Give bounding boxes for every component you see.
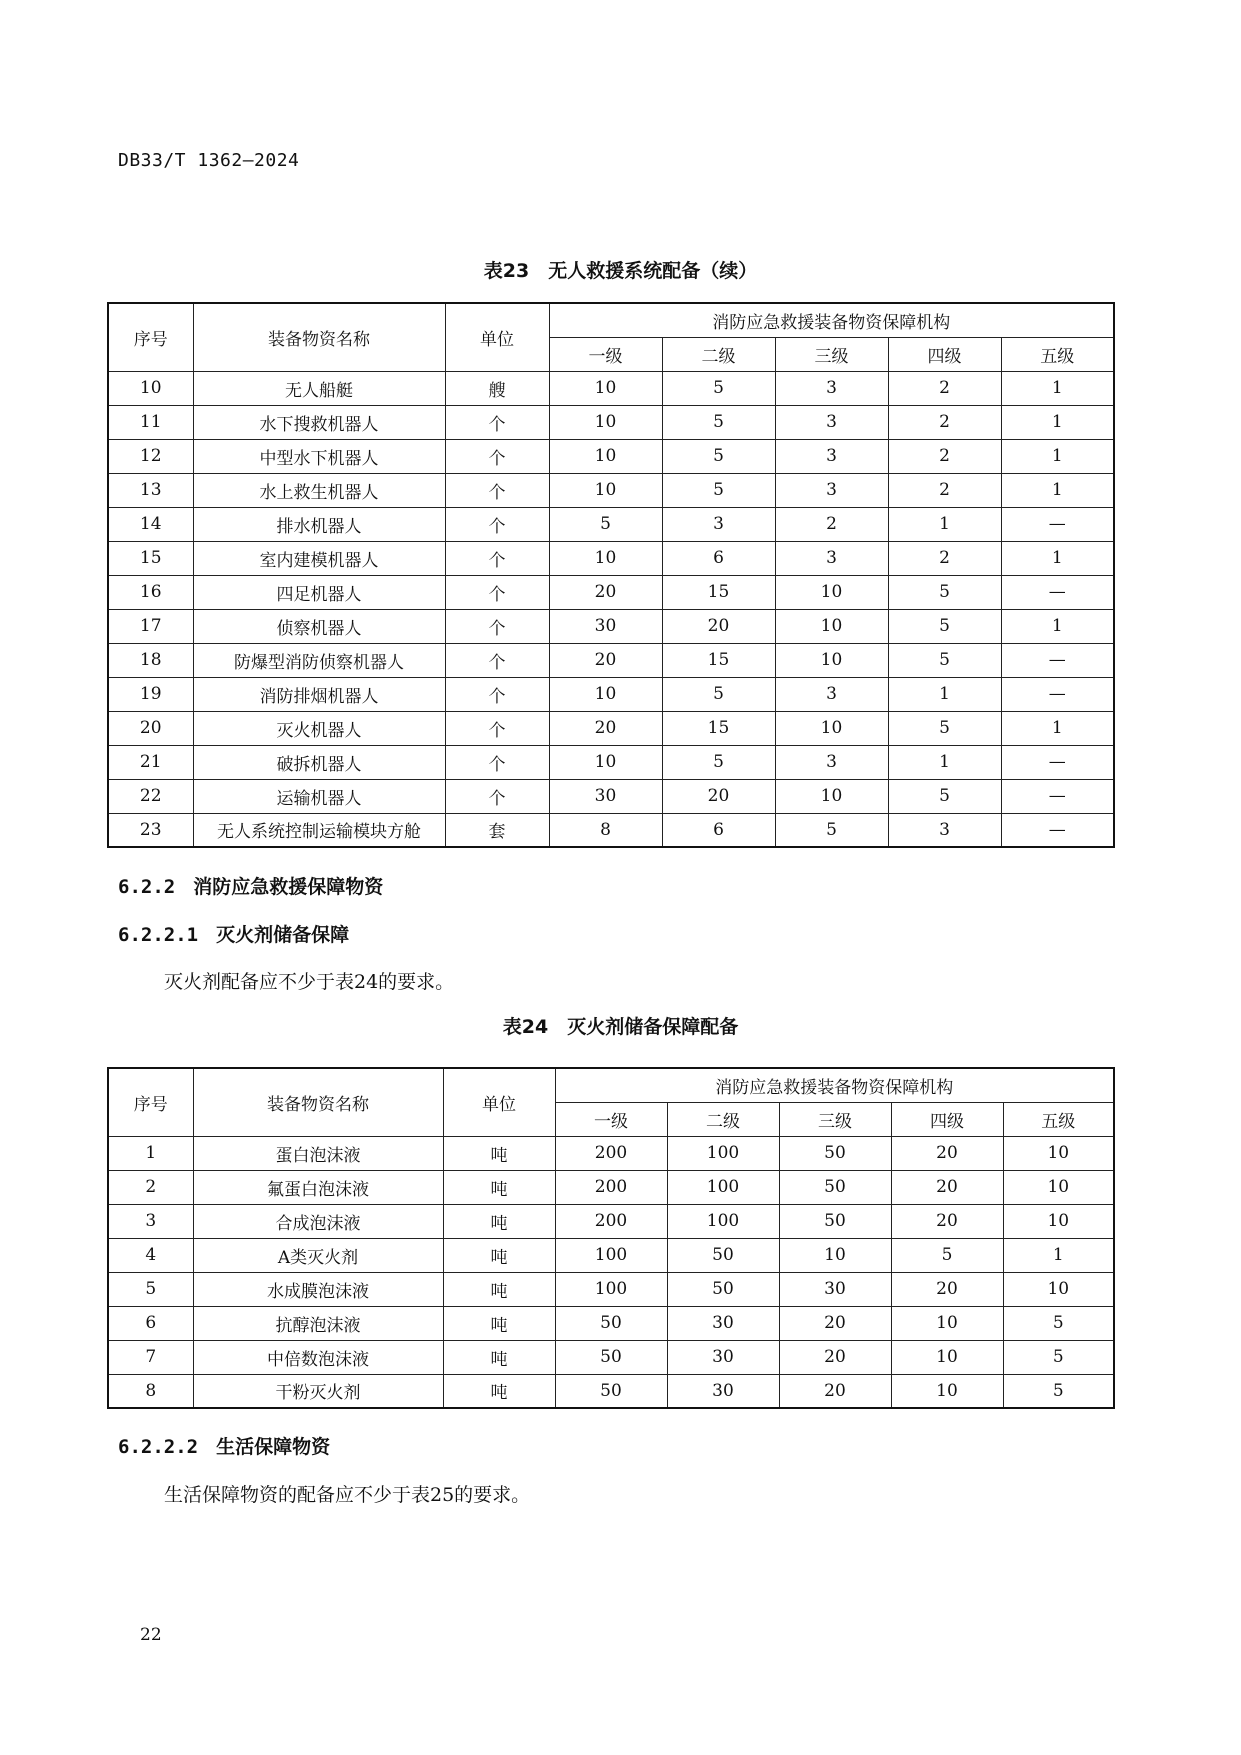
cell-level-2: 5 [662,677,775,711]
cell-unit: 吨 [443,1204,555,1238]
cell-level-3: 10 [775,779,888,813]
cell-level-4: 20 [891,1204,1003,1238]
cell-seq: 20 [108,711,193,745]
cell-level-3: 50 [779,1204,891,1238]
cell-level-4: 2 [888,439,1001,473]
cell-level-5: 1 [1001,473,1114,507]
cell-name: A类灭火剂 [193,1238,443,1272]
cell-level-2: 50 [667,1272,779,1306]
cell-unit: 吨 [443,1306,555,1340]
cell-level-3: 10 [779,1238,891,1272]
cell-name: 无人系统控制运输模块方舱 [193,813,445,847]
table-24 [107,1067,1115,1409]
cell-seq: 18 [108,643,193,677]
cell-level-1: 30 [549,779,662,813]
cell-level-1: 10 [549,405,662,439]
table-row [108,1170,1114,1204]
cell-unit: 个 [445,473,549,507]
cell-seq: 23 [108,813,193,847]
cell-level-2: 5 [662,745,775,779]
cell-unit: 个 [445,439,549,473]
cell-level-4: 2 [888,541,1001,575]
section-number: 6.2.2.1 [118,924,199,946]
cell-level-3: 3 [775,677,888,711]
table-row [108,575,1114,609]
cell-level-3: 3 [775,541,888,575]
table-row [108,1136,1114,1170]
cell-unit: 艘 [445,371,549,405]
cell-seq: 17 [108,609,193,643]
cell-name: 无人船艇 [193,371,445,405]
table-row [108,1306,1114,1340]
cell-level-4: 20 [891,1272,1003,1306]
cell-level-3: 10 [775,643,888,677]
cell-name: 侦察机器人 [193,609,445,643]
cell-name: 水成膜泡沫液 [193,1272,443,1306]
table-row [108,1340,1114,1374]
cell-level-2: 6 [662,813,775,847]
cell-level-5: 10 [1003,1136,1114,1170]
cell-level-1: 200 [555,1170,667,1204]
cell-level-3: 10 [775,575,888,609]
cell-level-5: — [1001,507,1114,541]
cell-seq: 13 [108,473,193,507]
cell-level-1: 10 [549,541,662,575]
section-title: 消防应急救援保障物资 [193,876,384,898]
cell-level-1: 10 [549,677,662,711]
header-level: 一级 [549,337,662,371]
cell-seq: 16 [108,575,193,609]
header-level: 五级 [1001,337,1114,371]
cell-seq: 14 [108,507,193,541]
cell-unit: 个 [445,541,549,575]
cell-level-1: 20 [549,575,662,609]
cell-level-2: 5 [662,405,775,439]
cell-level-4: 2 [888,371,1001,405]
cell-level-5: 5 [1003,1340,1114,1374]
header-level: 三级 [775,337,888,371]
cell-level-5: 5 [1003,1374,1114,1408]
cell-unit: 吨 [443,1170,555,1204]
cell-level-1: 50 [555,1374,667,1408]
cell-unit: 个 [445,643,549,677]
cell-level-2: 20 [662,779,775,813]
header-level: 二级 [667,1102,779,1136]
section-6-2-2-1-heading [118,920,349,947]
cell-level-1: 200 [555,1136,667,1170]
table-row [108,541,1114,575]
cell-level-4: 10 [891,1340,1003,1374]
cell-name: 运输机器人 [193,779,445,813]
cell-seq: 1 [108,1136,193,1170]
cell-seq: 19 [108,677,193,711]
cell-name: 氟蛋白泡沫液 [193,1170,443,1204]
header-level: 三级 [779,1102,891,1136]
cell-name: 排水机器人 [193,507,445,541]
cell-level-5: — [1001,575,1114,609]
table-row [108,439,1114,473]
cell-name: 合成泡沫液 [193,1204,443,1238]
cell-level-2: 30 [667,1374,779,1408]
cell-level-3: 2 [775,507,888,541]
cell-seq: 15 [108,541,193,575]
cell-level-4: 10 [891,1374,1003,1408]
cell-name: 四足机器人 [193,575,445,609]
cell-level-5: — [1001,745,1114,779]
cell-name: 中型水下机器人 [193,439,445,473]
table-row [108,609,1114,643]
cell-level-5: — [1001,779,1114,813]
cell-level-3: 3 [775,371,888,405]
cell-level-1: 10 [549,371,662,405]
cell-level-4: 2 [888,473,1001,507]
cell-level-5: 10 [1003,1170,1114,1204]
cell-level-1: 8 [549,813,662,847]
cell-level-5: 5 [1003,1306,1114,1340]
cell-name: 消防排烟机器人 [193,677,445,711]
cell-level-4: 1 [888,507,1001,541]
table-row [108,813,1114,847]
cell-level-3: 3 [775,405,888,439]
cell-level-2: 3 [662,507,775,541]
table-row [108,745,1114,779]
cell-level-5: — [1001,677,1114,711]
cell-level-2: 5 [662,371,775,405]
cell-level-5: — [1001,643,1114,677]
cell-level-5: 1 [1001,711,1114,745]
cell-level-2: 50 [667,1238,779,1272]
cell-level-1: 10 [549,473,662,507]
cell-unit: 个 [445,609,549,643]
cell-seq: 10 [108,371,193,405]
cell-seq: 6 [108,1306,193,1340]
cell-level-5: 1 [1001,541,1114,575]
cell-level-2: 100 [667,1204,779,1238]
section-title: 生活保障物资 [216,1436,331,1458]
cell-level-2: 30 [667,1306,779,1340]
cell-seq: 5 [108,1272,193,1306]
header-name: 装备物资名称 [193,1068,443,1136]
cell-level-2: 30 [667,1340,779,1374]
cell-unit: 套 [445,813,549,847]
header-unit: 单位 [443,1068,555,1136]
cell-unit: 个 [445,779,549,813]
cell-unit: 吨 [443,1136,555,1170]
cell-seq: 7 [108,1340,193,1374]
cell-level-5: 10 [1003,1204,1114,1238]
table-24-title: 表24 灭火剂储备保障配备 [502,1016,739,1038]
paragraph-6-2-2-1: 灭火剂配备应不少于表24的要求。 [164,971,455,993]
cell-seq: 21 [108,745,193,779]
table-row [108,711,1114,745]
table-row [108,507,1114,541]
cell-level-3: 10 [775,609,888,643]
header-level: 四级 [888,337,1001,371]
document-id: DB33/T 1362—2024 [118,150,300,171]
cell-unit: 吨 [443,1374,555,1408]
table-row [108,677,1114,711]
cell-level-1: 100 [555,1238,667,1272]
cell-level-2: 15 [662,575,775,609]
cell-level-4: 3 [888,813,1001,847]
cell-level-2: 15 [662,643,775,677]
cell-seq: 2 [108,1170,193,1204]
header-unit: 单位 [445,303,549,371]
cell-level-1: 20 [549,643,662,677]
cell-name: 灭火机器人 [193,711,445,745]
cell-level-2: 100 [667,1136,779,1170]
table-23 [107,302,1115,848]
header-level: 五级 [1003,1102,1114,1136]
cell-level-3: 20 [779,1340,891,1374]
cell-seq: 3 [108,1204,193,1238]
section-6-2-2-2-heading [118,1432,330,1459]
cell-level-4: 5 [888,779,1001,813]
cell-level-4: 5 [888,643,1001,677]
cell-level-1: 10 [549,745,662,779]
cell-level-3: 3 [775,439,888,473]
cell-unit: 个 [445,745,549,779]
cell-level-1: 200 [555,1204,667,1238]
section-title: 灭火剂储备保障 [216,924,350,946]
cell-level-5: — [1001,813,1114,847]
cell-unit: 个 [445,677,549,711]
cell-level-2: 5 [662,439,775,473]
cell-name: 干粉灭火剂 [193,1374,443,1408]
header-level: 一级 [555,1102,667,1136]
cell-level-3: 20 [779,1374,891,1408]
table-row [108,1204,1114,1238]
cell-name: 水下搜救机器人 [193,405,445,439]
cell-level-2: 5 [662,473,775,507]
cell-level-4: 20 [891,1136,1003,1170]
cell-level-1: 50 [555,1340,667,1374]
cell-level-4: 1 [888,745,1001,779]
header-seq: 序号 [108,303,193,371]
cell-name: 防爆型消防侦察机器人 [193,643,445,677]
cell-level-3: 5 [775,813,888,847]
cell-unit: 个 [445,575,549,609]
section-number: 6.2.2 [118,876,176,898]
table-row [108,405,1114,439]
cell-level-4: 5 [891,1238,1003,1272]
cell-level-1: 10 [549,439,662,473]
cell-level-1: 30 [549,609,662,643]
cell-level-2: 20 [662,609,775,643]
table-row [108,779,1114,813]
cell-level-3: 3 [775,745,888,779]
cell-level-5: 1 [1001,371,1114,405]
cell-name: 抗醇泡沫液 [193,1306,443,1340]
header-seq: 序号 [108,1068,193,1136]
cell-level-4: 20 [891,1170,1003,1204]
cell-level-4: 10 [891,1306,1003,1340]
cell-level-5: 10 [1003,1272,1114,1306]
cell-name: 蛋白泡沫液 [193,1136,443,1170]
table-row [108,1374,1114,1408]
section-6-2-2-heading [118,872,383,899]
cell-name: 室内建模机器人 [193,541,445,575]
section-number: 6.2.2.2 [118,1436,199,1458]
cell-level-1: 50 [555,1306,667,1340]
cell-level-4: 1 [888,677,1001,711]
table-row [108,1272,1114,1306]
cell-seq: 22 [108,779,193,813]
cell-level-2: 6 [662,541,775,575]
cell-level-1: 5 [549,507,662,541]
table-row [108,473,1114,507]
cell-unit: 吨 [443,1238,555,1272]
cell-level-5: 1 [1001,609,1114,643]
table-row [108,371,1114,405]
cell-level-5: 1 [1001,439,1114,473]
cell-unit: 个 [445,507,549,541]
cell-level-4: 5 [888,575,1001,609]
cell-name: 破拆机器人 [193,745,445,779]
cell-level-2: 100 [667,1170,779,1204]
cell-level-3: 3 [775,473,888,507]
cell-level-3: 50 [779,1136,891,1170]
table-row [108,1238,1114,1272]
paragraph-6-2-2-2: 生活保障物资的配备应不少于表25的要求。 [164,1484,531,1506]
cell-unit: 个 [445,711,549,745]
cell-level-3: 30 [779,1272,891,1306]
header-group: 消防应急救援装备物资保障机构 [549,303,1114,337]
cell-seq: 4 [108,1238,193,1272]
cell-level-1: 20 [549,711,662,745]
table-row [108,643,1114,677]
cell-unit: 个 [445,405,549,439]
cell-level-3: 50 [779,1170,891,1204]
cell-level-3: 20 [779,1306,891,1340]
header-name: 装备物资名称 [193,303,445,371]
cell-level-2: 15 [662,711,775,745]
cell-unit: 吨 [443,1272,555,1306]
cell-level-3: 10 [775,711,888,745]
page-number: 22 [140,1625,162,1645]
cell-name: 中倍数泡沫液 [193,1340,443,1374]
cell-level-4: 2 [888,405,1001,439]
header-level: 二级 [662,337,775,371]
cell-seq: 12 [108,439,193,473]
table-23-title: 表23 无人救援系统配备（续） [483,260,758,282]
cell-name: 水上救生机器人 [193,473,445,507]
cell-level-4: 5 [888,609,1001,643]
cell-seq: 11 [108,405,193,439]
cell-unit: 吨 [443,1340,555,1374]
cell-seq: 8 [108,1374,193,1408]
header-group: 消防应急救援装备物资保障机构 [555,1068,1114,1102]
cell-level-4: 5 [888,711,1001,745]
cell-level-5: 1 [1003,1238,1114,1272]
header-level: 四级 [891,1102,1003,1136]
cell-level-1: 100 [555,1272,667,1306]
cell-level-5: 1 [1001,405,1114,439]
